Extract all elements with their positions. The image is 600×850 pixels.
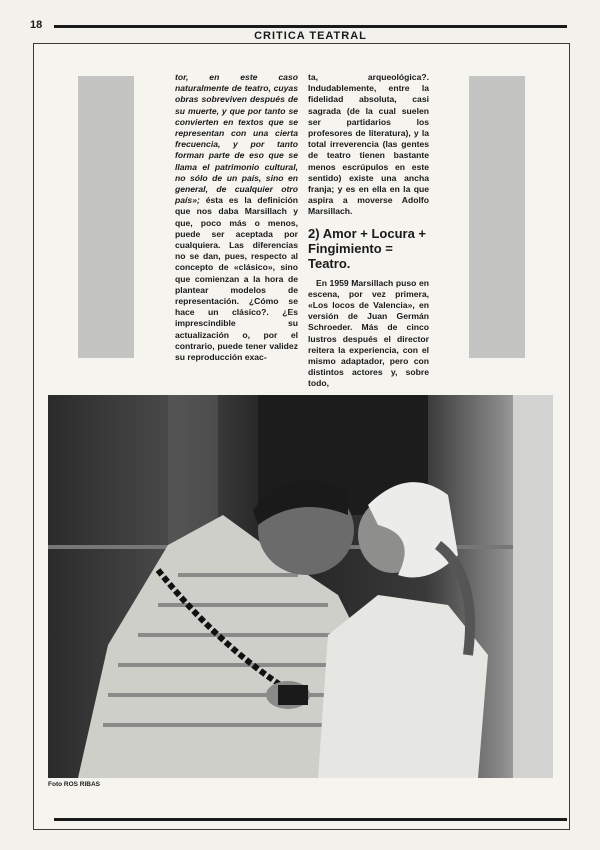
column-2-paragraph: ta, arqueológica?. Indudablemente, entre la fidelidad absoluta, casi sagrada (de la cual suelen ser partidarios los profesores de literatura), y la total irreverencia (las gentes de teatro tienen bastante menos escrúpulos en este sentido) existe una ancha franja; y es en ella en la que aspira a moverse Adolfo Marsillach. xyxy=(308,72,429,217)
right-gray-bar xyxy=(469,76,525,358)
left-gray-bar xyxy=(78,76,134,358)
quote-italic: tor, en este caso naturalmente de teatro, cuyas obras sobreviven después de su muerte, y que por tanto se convierten en textos que se representan con una cierta frecuencia, y por tanto forman parte de eso que se llama el patrimonio cultural, no sólo de un país, sino en general, de cualquier otro país»; xyxy=(175,72,298,206)
text-column-2 xyxy=(308,72,429,390)
footer-rule xyxy=(54,818,567,821)
column-2-paragraph-2: En 1959 Marsillach puso en escena, por vez primera, «Los locos de Valencia», en versión de Juan Germán Schroeder. Más de cinco lustros después el director reitera la experiencia, con el mismo adaptador, pero con distintos actores y, sobre todo, xyxy=(308,277,429,389)
page-number: 18 xyxy=(30,19,43,31)
column-1-paragraph xyxy=(175,72,298,363)
header-rule xyxy=(54,25,567,28)
photo-caption: Foto ROS RIBAS xyxy=(48,781,100,788)
stage-photo xyxy=(48,395,553,778)
section-title: CRITICA TEATRAL xyxy=(254,30,367,42)
paragraph-text: ésta es la definición que nos daba Marsillach y que, poco más o menos, puede ser aceptada por cualquiera. Las diferencias no se dan, pues, respecto al concepto de «clásico», sino que comienzan a la hora de plantear modelos de representación. ¿Cómo se hace un clásico?. ¿Es imprescindible su actualización o, por el contrario, puede tener validez su reproducción exac- xyxy=(175,195,298,363)
subheading: 2) Amor + Locura + Fingimiento = Teatro. xyxy=(308,225,426,271)
text-column-1 xyxy=(175,72,298,363)
photo-image xyxy=(48,395,553,778)
